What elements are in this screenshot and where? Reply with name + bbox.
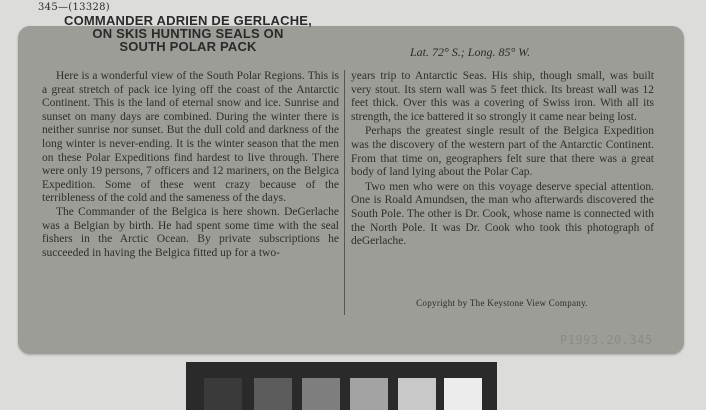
text-column-right [351, 70, 654, 249]
gray-swatch [398, 378, 436, 410]
card-title [38, 14, 338, 53]
title-line-3: SOUTH POLAR PACK [119, 39, 257, 54]
gray-swatch [254, 378, 292, 410]
title-line-2: ON SKIS HUNTING SEALS ON [92, 26, 284, 41]
catalog-number: P1993.20.345 [560, 333, 653, 347]
paragraph: Here is a wonderful view of the South Polar Regions. This is a great stretch of pack ice lying off the coast of the Antarctic Continent. This is the land of eternal snow and ice. Sunrise and sunset on many days are combined. During the winter there is neither sunrise nor sunset. But the dull cold and darkness of the long winter is never-ending. It is the winter season that the men on these Polar Expeditions find hardest to live through. There were only 19 persons, 7 officers and 12 mariners, on the Belgica Expedition. Some of these went crazy because of the terribleness of the cold and the sameness of the days. [42, 70, 339, 205]
paragraph: Perhaps the greatest single result of the Belgica Expedition was the discovery of the western part of the Antarctic Continent. From that time on, geographers felt sure that there was a great body of land lying about the Polar Cap. [351, 125, 654, 179]
gray-swatch [204, 378, 242, 410]
paragraph: years trip to Antarctic Seas. His ship, though small, was built very stout. Its stern wall was 5 feet thick. Its breast wall was 12 feet thick. Over this was a covering of Swiss iron. With all its strength, the ice battered it so strongly it came near being lost. [351, 70, 654, 123]
gray-scale-target [186, 362, 497, 410]
card-number: 345—(13328) [38, 2, 111, 13]
paragraph: Two men who were on this voyage deserve special attention. One is Roald Amundsen, the man who afterwards discovered the South Pole. The other is Dr. Cook, whose name is connected with the North Pole. It was Dr. Cook who took this photograph of deGerlache. [351, 180, 654, 248]
column-divider [344, 70, 345, 315]
title-line-1: COMMANDER ADRIEN DE GERLACHE, [64, 13, 312, 28]
gray-swatch [350, 378, 388, 410]
gray-swatch [444, 378, 482, 410]
paragraph: The Commander of the Belgica is here shown. DeGerlache was a Belgian by birth. He had spent some time with the seal fishers in the Arctic Ocean. By private subscriptions he succeeded in having the Belgica fitted up for a two- [42, 205, 339, 259]
gray-swatch [302, 378, 340, 410]
text-column-left [42, 70, 339, 260]
coordinates: Lat. 72° S.; Long. 85° W. [410, 45, 531, 59]
copyright-line: Copyright by The Keystone View Company. [416, 298, 588, 308]
